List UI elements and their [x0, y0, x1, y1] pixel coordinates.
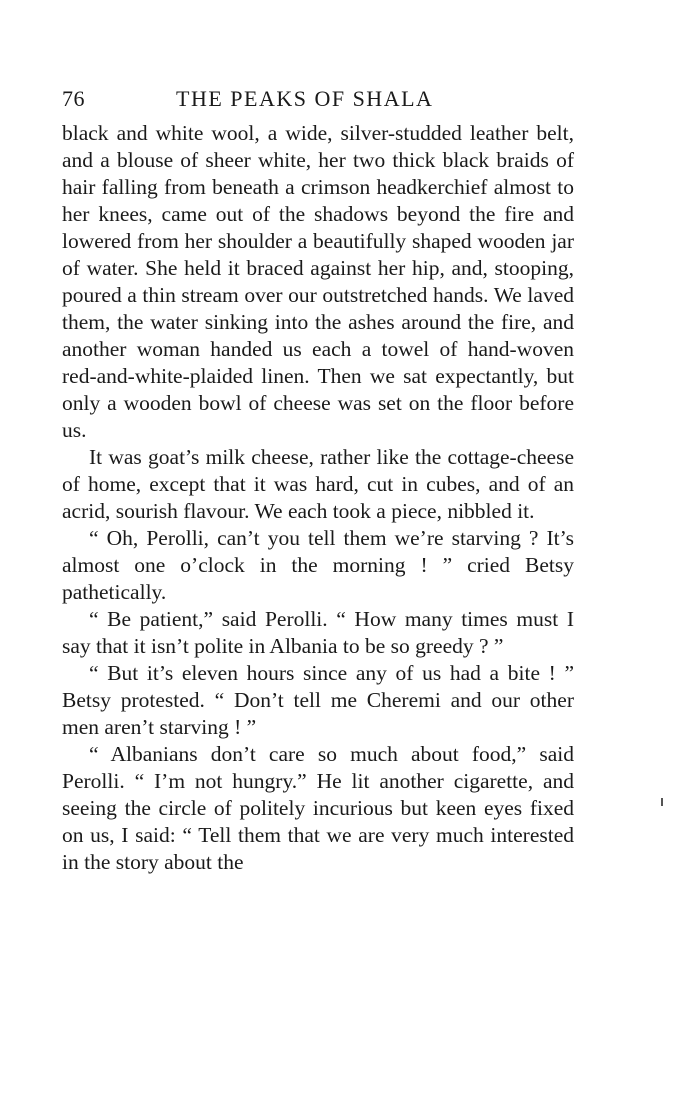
page-header [62, 86, 574, 116]
body-text [62, 120, 574, 876]
paragraph-2: It was goat’s milk cheese, rather like the cottage-cheese of home, except that it was hard, cut in cubes, and of an acrid, sourish flavour. We each took a piece, nibbled it. [62, 445, 574, 523]
paragraph-6: “ Albanians don’t care so much about food,” said Perolli. “ I’m not hungry.” He lit another cigarette, and seeing the circle of politely incurious but keen eyes fixed on us, I said: “ Tell them that we are very much interested in the story about the [62, 742, 574, 874]
paragraph-4: “ Be patient,” said Perolli. “ How many times must I say that it isn’t polite in Albania to be so greedy ? ” [62, 607, 574, 658]
paragraph-1: black and white wool, a wide, silver-studded leather belt, and a blouse of sheer white, her two thick black braids of hair falling from beneath a crimson headkerchief almost to her knees, came out of the shadows beyond the fire and lowered from her shoulder a beautifully shaped wooden jar of water. She held it braced against her hip, and, stooping, poured a thin stream over our outstretched hands. We laved them, the water sinking into the ashes around the fire, and another woman handed us each a towel of hand-woven red-and-white-plaided linen. Then we sat expectantly, but only a wooden bowl of cheese was set on the floor before us. [62, 121, 574, 442]
running-head: THE PEAKS OF SHALA [176, 86, 434, 111]
page-number: 76 [62, 86, 85, 111]
paragraph-5: “ But it’s eleven hours since any of us had a bite ! ” Betsy protested. “ Don’t tell me Cheremi and our other men aren’t starving ! ” [62, 661, 574, 739]
paragraph-3: “ Oh, Perolli, can’t you tell them we’re starving ? It’s almost one o’clock in the morning ! ” cried Betsy pathetically. [62, 526, 574, 604]
margin-mark [661, 798, 663, 806]
